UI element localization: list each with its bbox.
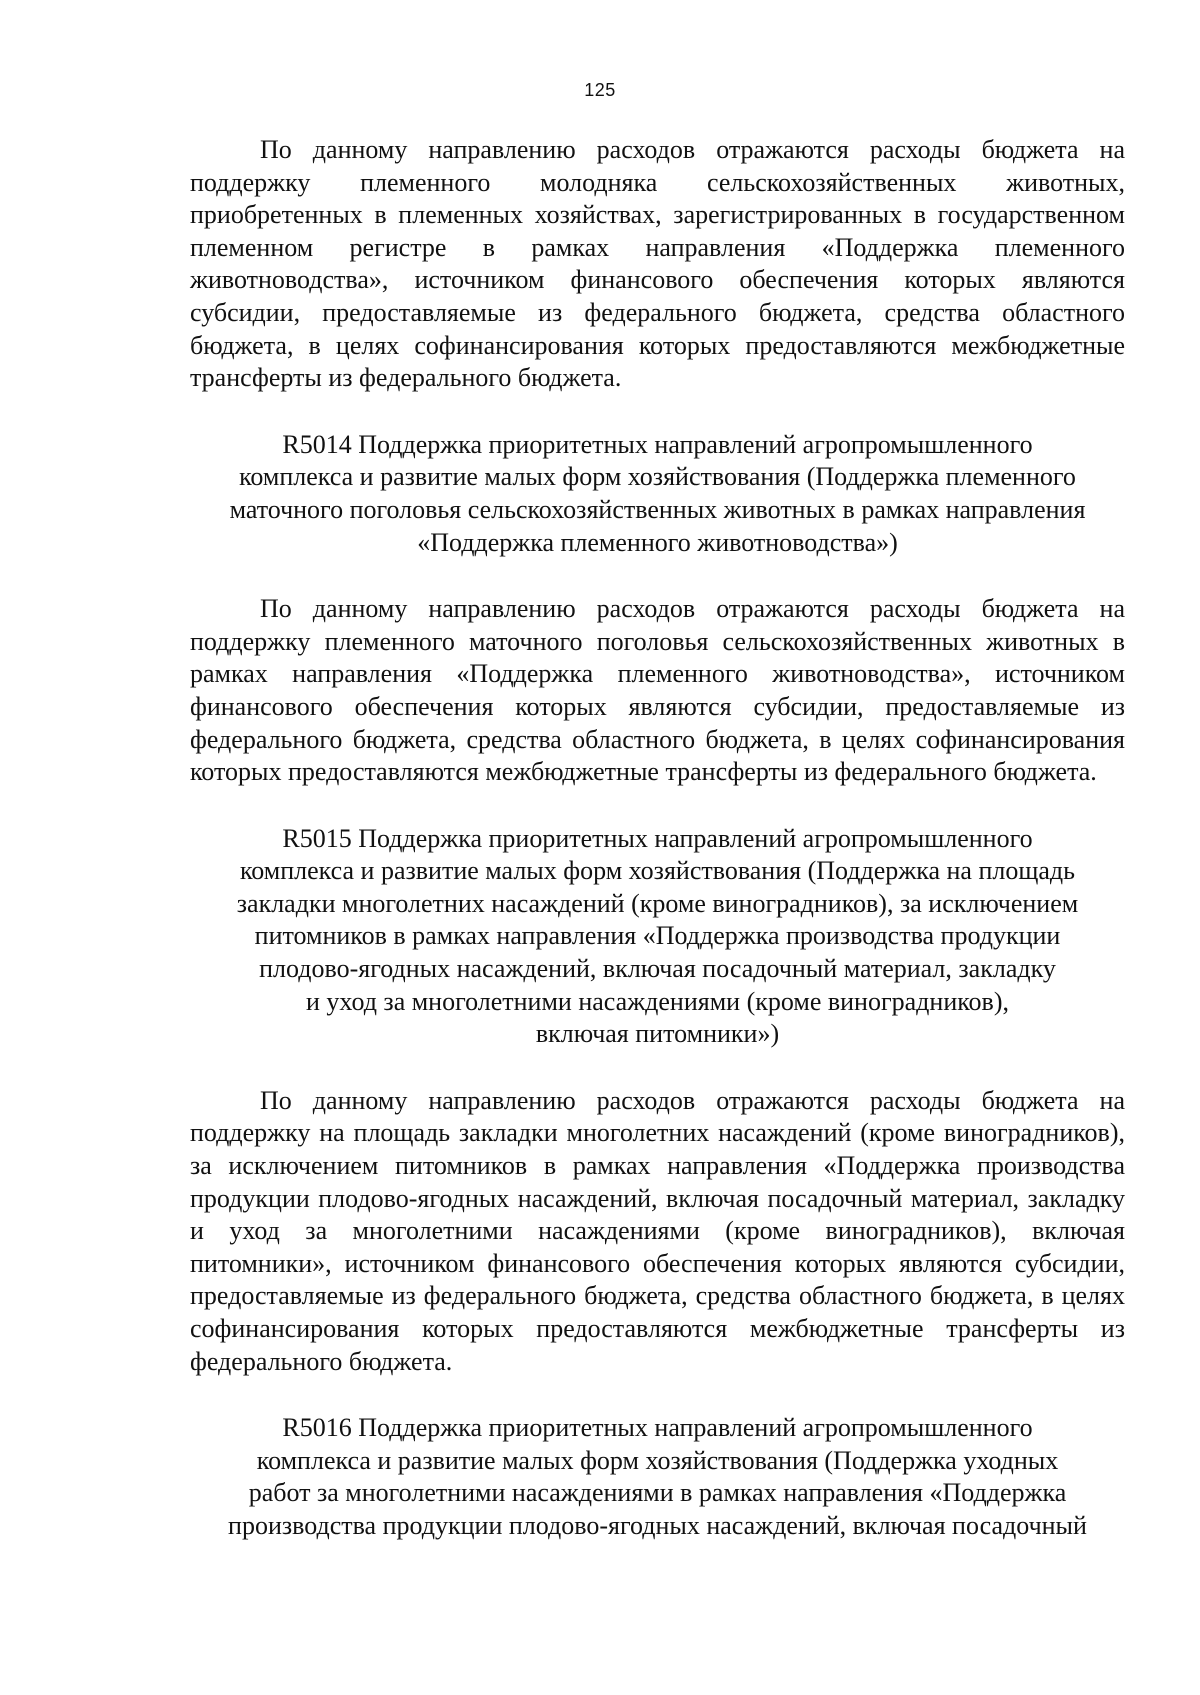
paragraph-3: По данному направлению расходов отражаются расходы бюджета на поддержку на площадь закладки многолетних насаждений (кроме виноградников), за исключением питомников в рамках направления «Поддержка производства продукции плодово-ягодных насаждений, включая посадочный материал, закладку и уход за многолетними насаждениями (кроме виноградников), включая питомники», источником финансового обеспечения которых являются субсидии, предоставляемые из федерального бюджета, средства областного бюджета, в целях софинансирования которых предоставляются межбюджетные трансферты из федерального бюджета. [190, 1085, 1125, 1376]
heading-line: R5015 Поддержка приоритетных направлений агропромышленного [282, 823, 1033, 853]
heading-line: работ за многолетними насаждениями в рамках направления «Поддержка [248, 1478, 1067, 1508]
heading-line: питомников в рамках направления «Поддержка производства продукции [254, 921, 1061, 951]
paragraph-2: По данному направлению расходов отражаются расходы бюджета на поддержку племенного маточного поголовья сельскохозяйственных животных в рамках направления «Поддержка племенного животноводства», источником финансового обеспечения которых являются субсидии, предоставляемые из федерального бюджета, средства областного бюджета, в целях софинансирования которых предоставляются межбюджетные трансферты из федерального бюджета. [190, 594, 1125, 787]
heading-r5015 [190, 823, 1125, 1051]
heading-line: закладки многолетних насаждений (кроме виноградников), за исключением [236, 888, 1079, 918]
heading-line: «Поддержка племенного животноводства») [417, 527, 898, 557]
heading-r5014 [190, 429, 1125, 559]
heading-line: производства продукции плодово-ягодных насаждений, включая посадочный [228, 1510, 1087, 1540]
heading-line: комплекса и развитие малых форм хозяйствования (Поддержка племенного [239, 462, 1076, 492]
heading-line: плодово-ягодных насаждений, включая посадочный материал, закладку [259, 954, 1056, 984]
document-body [190, 134, 1125, 1543]
heading-line: и уход за многолетними насаждениями (кроме виноградников), [306, 986, 1009, 1016]
heading-line: комплекса и развитие малых форм хозяйствования (Поддержка уходных [256, 1445, 1059, 1475]
paragraph-1: По данному направлению расходов отражаются расходы бюджета на поддержку племенного молодняка сельскохозяйственных животных, приобретенных в племенных хозяйствах, зарегистрированных в государственном племенном регистре в рамках направления «Поддержка племенного животноводства», источником финансового обеспечения которых являются субсидии, предоставляемые из федерального бюджета, средства областного бюджета, в целях софинансирования которых предоставляются межбюджетные трансферты из федерального бюджета. [190, 135, 1125, 393]
heading-line: R5014 Поддержка приоритетных направлений агропромышленного [282, 429, 1033, 459]
heading-r5016 [190, 1412, 1125, 1542]
heading-line: включая питомники») [535, 1019, 780, 1049]
heading-line: маточного поголовья сельскохозяйственных животных в рамках направления [229, 494, 1086, 524]
heading-line: R5016 Поддержка приоритетных направлений агропромышленного [282, 1413, 1033, 1443]
heading-line: комплекса и развитие малых форм хозяйствования (Поддержка на площадь [239, 856, 1076, 886]
page-number: 125 [584, 80, 616, 100]
